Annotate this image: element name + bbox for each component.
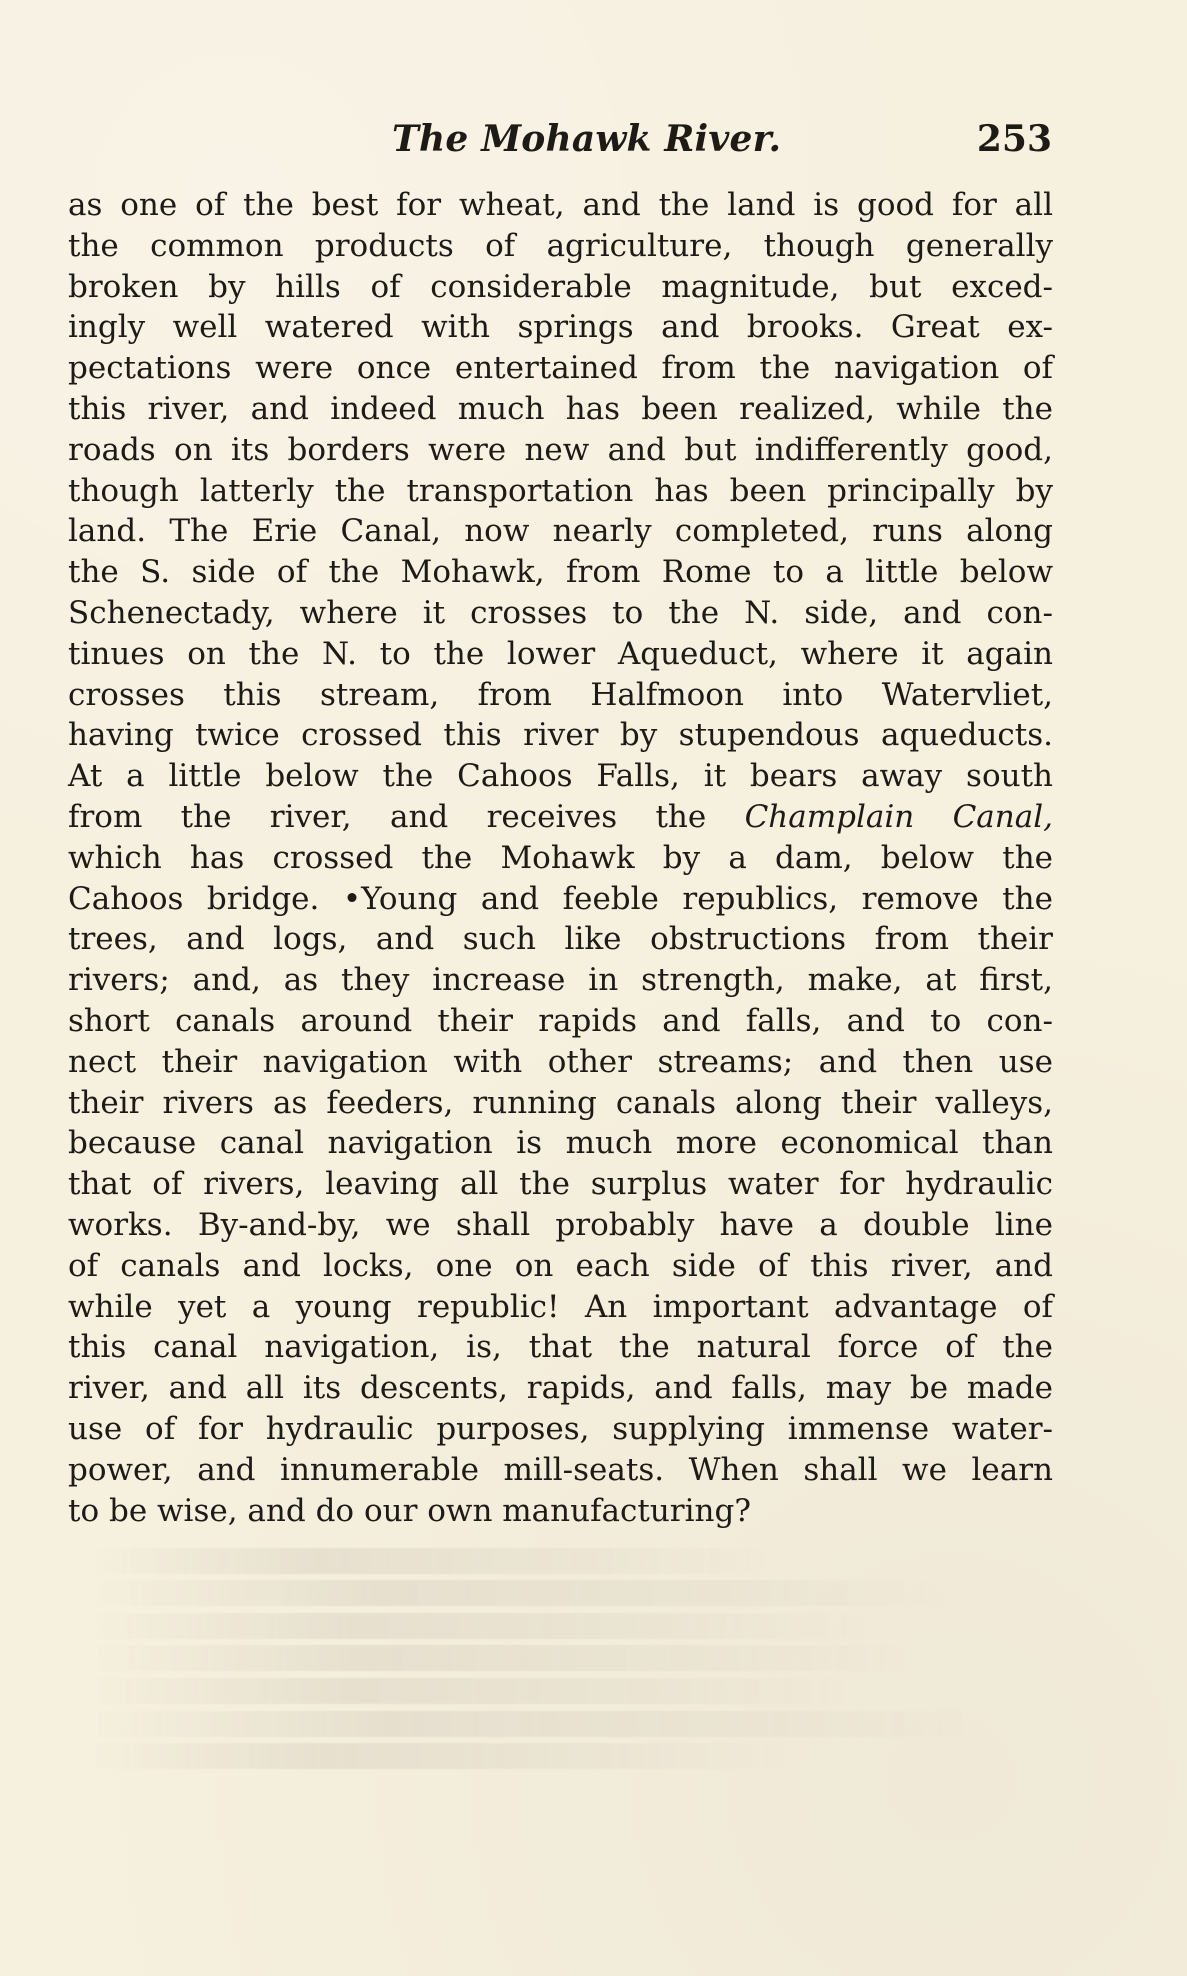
- text-line: this canal navigation, is, that the natural force of the: [68, 1329, 1053, 1366]
- show-through-shadow: [92, 1613, 872, 1639]
- text-line: power, and innumerable mill-seats. When shall we learn: [68, 1451, 1053, 1488]
- text-line: short canals around their rapids and falls, and to con-: [68, 1002, 1053, 1039]
- text-line: river, and all its descents, rapids, and falls, may be made: [68, 1370, 1053, 1407]
- text-line: which has crossed the Mohawk by a dam, below the: [68, 839, 1053, 876]
- text-line: works. By-and-by, we shall probably have a double line: [68, 1206, 1053, 1243]
- text-line: of canals and locks, one on each side of this river, and: [68, 1247, 1053, 1284]
- text-line: Schenectady, where it crosses to the N. side, and con-: [68, 594, 1053, 631]
- text-line: broken by hills of considerable magnitude, but exced-: [68, 268, 1053, 305]
- text-line: because canal navigation is much more economical than: [68, 1125, 1053, 1162]
- text-line: use of for hydraulic purposes, supplying immense water-: [68, 1410, 1053, 1447]
- text-line: crosses this stream, from Halfmoon into Watervliet,: [68, 676, 1053, 713]
- text-line: land. The Erie Canal, now nearly completed, runs along: [68, 513, 1053, 550]
- body-text: [68, 185, 1053, 1531]
- text-line: that of rivers, leaving all the surplus water for hydraulic: [68, 1166, 1053, 1203]
- text-line: their rivers as feeders, running canals along their valleys,: [68, 1084, 1053, 1121]
- running-title: The Mohawk River.: [392, 118, 782, 160]
- show-through-shadow: [92, 1743, 792, 1769]
- text-line: At a little below the Cahoos Falls, it bears away south: [68, 758, 1053, 795]
- text-line: pectations were once entertained from the navigation of: [68, 350, 1053, 387]
- text-line: tinues on the N. to the lower Aqueduct, where it again: [68, 635, 1053, 672]
- text-line: to be wise, and do our own manufacturing?: [68, 1492, 751, 1529]
- show-through-shadow: [92, 1678, 852, 1704]
- show-through-shadow: [92, 1711, 972, 1737]
- text-line: rivers; and, as they increase in strength, make, at first,: [68, 962, 1053, 999]
- text-line-prefix: from the river, and receives the: [68, 798, 745, 835]
- italic-text: Champlain Canal,: [744, 798, 1053, 835]
- page-number: 253: [976, 118, 1052, 160]
- show-through-shadow: [92, 1548, 772, 1574]
- show-through-shadow: [92, 1580, 952, 1606]
- text-line-with-italic: [68, 797, 1053, 838]
- text-line: trees, and logs, and such like obstructions from their: [68, 921, 1053, 958]
- text-line: though latterly the transportation has been principally by: [68, 472, 1053, 509]
- text-line: as one of the best for wheat, and the land is good for all: [68, 187, 1053, 223]
- text-line: the common products of agriculture, though generally: [68, 227, 1053, 264]
- page-header: [72, 118, 1052, 162]
- text-line: ingly well watered with springs and brooks. Great ex-: [68, 309, 1053, 346]
- text-line: roads on its borders were new and but indifferently good,: [68, 431, 1053, 468]
- text-line: Cahoos bridge. •Young and feeble republics, remove the: [68, 880, 1053, 917]
- text-line: this river, and indeed much has been realized, while the: [68, 390, 1053, 427]
- text-line: the S. side of the Mohawk, from Rome to a little below: [68, 554, 1053, 591]
- show-through-shadow: [92, 1645, 912, 1671]
- text-line: nect their navigation with other streams; and then use: [68, 1043, 1053, 1080]
- text-line: having twice crossed this river by stupendous aqueducts.: [68, 717, 1053, 754]
- text-line: while yet a young republic! An important advantage of: [68, 1288, 1053, 1325]
